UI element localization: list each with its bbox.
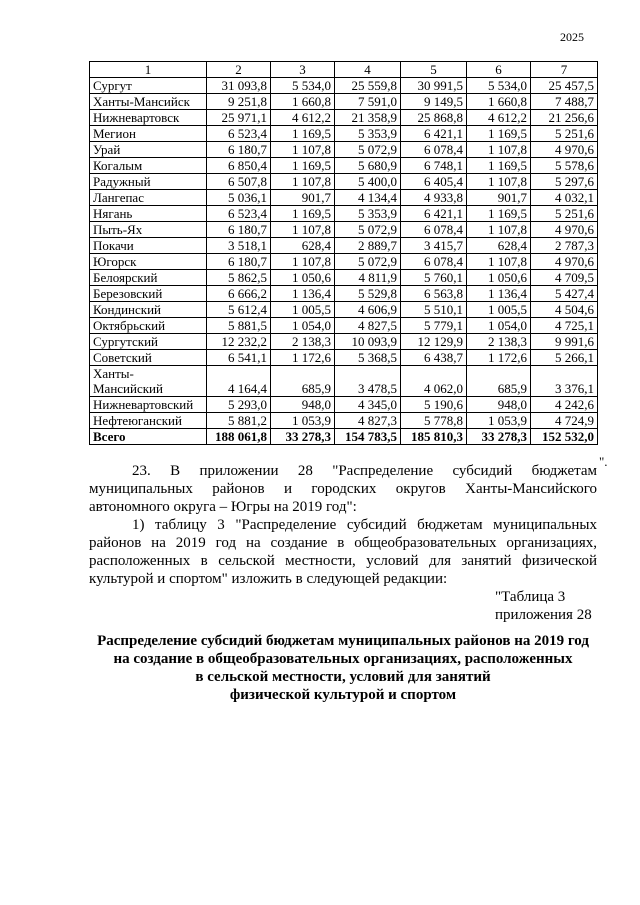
amount-cell: 4 933,8 — [401, 190, 467, 206]
table-ref-line-1: "Таблица 3 — [495, 589, 566, 605]
amount-cell: 9 149,5 — [401, 94, 467, 110]
amount-cell: 5 881,2 — [207, 413, 271, 429]
municipality-name-cell: Мегион — [90, 126, 207, 142]
amount-cell: 1 169,5 — [271, 126, 335, 142]
amount-cell: 6 421,1 — [401, 126, 467, 142]
amount-cell: 5 353,9 — [335, 206, 401, 222]
amount-cell: 1 107,8 — [271, 174, 335, 190]
page-number: 2025 — [560, 30, 584, 44]
table-row — [90, 222, 598, 238]
amount-cell: 1 107,8 — [467, 254, 531, 270]
amount-cell: 1 136,4 — [271, 286, 335, 302]
amount-cell: 5 036,1 — [207, 190, 271, 206]
amount-cell: 25 868,8 — [401, 110, 467, 126]
total-amount-cell: 33 278,3 — [271, 429, 335, 445]
total-row — [90, 429, 598, 445]
header-cell: 7 — [531, 62, 598, 78]
municipality-name-cell: Лангепас — [90, 190, 207, 206]
amount-cell: 1 107,8 — [271, 222, 335, 238]
amount-cell: 5 190,6 — [401, 397, 467, 413]
amount-cell: 31 093,8 — [207, 78, 271, 94]
amount-cell: 7 591,0 — [335, 94, 401, 110]
amount-cell: 1 050,6 — [467, 270, 531, 286]
amount-cell: 5 368,5 — [335, 350, 401, 366]
municipality-name-cell: Белоярский — [90, 270, 207, 286]
amount-cell: 12 232,2 — [207, 334, 271, 350]
amount-cell: 5 881,5 — [207, 318, 271, 334]
amount-cell: 5 293,0 — [207, 397, 271, 413]
amount-cell: 25 971,1 — [207, 110, 271, 126]
amount-cell: 6 438,7 — [401, 350, 467, 366]
table-row — [90, 286, 598, 302]
amount-cell: 4 827,3 — [335, 413, 401, 429]
amount-cell: 3 518,1 — [207, 238, 271, 254]
amount-cell: 5 251,6 — [531, 206, 598, 222]
amount-cell: 10 093,9 — [335, 334, 401, 350]
municipality-name-cell: Урай — [90, 142, 207, 158]
amount-cell: 4 970,6 — [531, 142, 598, 158]
table-row — [90, 126, 598, 142]
amount-cell: 1 053,9 — [271, 413, 335, 429]
amount-cell: 1 169,5 — [467, 206, 531, 222]
amount-cell: 4 606,9 — [335, 302, 401, 318]
amount-cell: 2 889,7 — [335, 238, 401, 254]
amount-cell: 4 827,5 — [335, 318, 401, 334]
amount-cell: 1 172,6 — [271, 350, 335, 366]
header-cell: 6 — [467, 62, 531, 78]
table-row — [90, 254, 598, 270]
amount-cell: 901,7 — [467, 190, 531, 206]
amount-cell: 6 078,4 — [401, 254, 467, 270]
amount-cell: 1 005,5 — [271, 302, 335, 318]
amount-cell: 6 523,4 — [207, 206, 271, 222]
amount-cell: 901,7 — [271, 190, 335, 206]
table-row — [90, 334, 598, 350]
table-row — [90, 302, 598, 318]
amount-cell: 1 053,9 — [467, 413, 531, 429]
heading-line-4: физической культурой и спортом — [229, 687, 457, 703]
amount-cell: 4 242,6 — [531, 397, 598, 413]
amount-cell: 4 612,2 — [271, 110, 335, 126]
municipality-name-cell: Югорск — [90, 254, 207, 270]
amount-cell: 4 134,4 — [335, 190, 401, 206]
header-row — [90, 62, 598, 78]
amount-cell: 5 578,6 — [531, 158, 598, 174]
table-row — [90, 110, 598, 126]
amount-cell: 685,9 — [467, 366, 531, 397]
municipality-name-cell: Сургут — [90, 78, 207, 94]
amount-cell: 1 172,6 — [467, 350, 531, 366]
municipality-name-cell: Пыть-Ях — [90, 222, 207, 238]
amount-cell: 6 180,7 — [207, 222, 271, 238]
amount-cell: 30 991,5 — [401, 78, 467, 94]
amount-cell: 1 169,5 — [271, 158, 335, 174]
amount-cell: 1 054,0 — [467, 318, 531, 334]
municipality-name-cell: Сургутский — [90, 334, 207, 350]
municipality-name-cell: Нефтеюганский — [90, 413, 207, 429]
amount-cell: 6 180,7 — [207, 254, 271, 270]
municipality-name-cell: Когалым — [90, 158, 207, 174]
amount-cell: 4 724,9 — [531, 413, 598, 429]
amount-cell: 5 760,1 — [401, 270, 467, 286]
heading-line-2: на создание в общеобразовательных организациях, расположенных — [113, 651, 573, 667]
amount-cell: 4 970,6 — [531, 222, 598, 238]
header-cell: 5 — [401, 62, 467, 78]
heading-line-3: в сельской местности, условий для занятий — [195, 669, 491, 685]
table-row — [90, 174, 598, 190]
municipality-name-cell: Нижневартовск — [90, 110, 207, 126]
amount-cell: 9 251,8 — [207, 94, 271, 110]
amount-cell: 1 660,8 — [467, 94, 531, 110]
amount-cell: 6 666,2 — [207, 286, 271, 302]
municipality-name-cell: Ханты- Мансийский — [90, 366, 207, 397]
amount-cell: 5 400,0 — [335, 174, 401, 190]
amount-cell: 1 136,4 — [467, 286, 531, 302]
amount-cell: 4 032,1 — [531, 190, 598, 206]
table-row — [90, 206, 598, 222]
table-row — [90, 318, 598, 334]
municipality-name-cell: Советский — [90, 350, 207, 366]
amount-cell: 5 297,6 — [531, 174, 598, 190]
item-23-line-1: 23. В приложении 28 "Распределение субсидий бюджетам — [132, 463, 597, 479]
amount-cell: 25 457,5 — [531, 78, 598, 94]
table-row — [90, 397, 598, 413]
amount-cell: 3 376,1 — [531, 366, 598, 397]
section-heading — [89, 632, 597, 704]
amount-cell: 1 107,8 — [467, 174, 531, 190]
amount-cell: 628,4 — [467, 238, 531, 254]
amount-cell: 4 725,1 — [531, 318, 598, 334]
amount-cell: 5 510,1 — [401, 302, 467, 318]
total-amount-cell: 152 532,0 — [531, 429, 598, 445]
amount-cell: 6 563,8 — [401, 286, 467, 302]
amount-cell: 5 266,1 — [531, 350, 598, 366]
amount-cell: 948,0 — [271, 397, 335, 413]
amount-cell: 2 138,3 — [271, 334, 335, 350]
amount-cell: 5 353,9 — [335, 126, 401, 142]
subitem-1-line-4: культурой и спортом" изложить в следующей редакции: — [89, 571, 448, 587]
subsidy-table — [89, 61, 598, 445]
table-ref-line-2: приложения 28 — [495, 607, 592, 623]
total-amount-cell: 185 810,3 — [401, 429, 467, 445]
table-row — [90, 78, 598, 94]
amount-cell: 12 129,9 — [401, 334, 467, 350]
header-cell: 2 — [207, 62, 271, 78]
header-cell: 3 — [271, 62, 335, 78]
amount-cell: 4 709,5 — [531, 270, 598, 286]
item-23-line-2: муниципальных районов и городских округов Ханты-Мансийского — [89, 481, 597, 497]
amount-cell: 1 054,0 — [271, 318, 335, 334]
amount-cell: 6 421,1 — [401, 206, 467, 222]
amount-cell: 6 180,7 — [207, 142, 271, 158]
municipality-name-cell: Покачи — [90, 238, 207, 254]
amount-cell: 21 256,6 — [531, 110, 598, 126]
amount-cell: 21 358,9 — [335, 110, 401, 126]
amount-cell: 1 107,8 — [271, 142, 335, 158]
heading-line-1: Распределение субсидий бюджетам муниципальных районов на 2019 год — [97, 633, 589, 649]
amount-cell: 6 078,4 — [401, 142, 467, 158]
amount-cell: 3 415,7 — [401, 238, 467, 254]
table-row — [90, 238, 598, 254]
amount-cell: 1 169,5 — [467, 158, 531, 174]
table-row — [90, 366, 598, 397]
total-amount-cell: 188 061,8 — [207, 429, 271, 445]
amount-cell: 4 062,0 — [401, 366, 467, 397]
table-row — [90, 142, 598, 158]
amount-cell: 5 534,0 — [271, 78, 335, 94]
amount-cell: 1 107,8 — [467, 142, 531, 158]
amount-cell: 5 779,1 — [401, 318, 467, 334]
amount-cell: 6 523,4 — [207, 126, 271, 142]
table-row — [90, 94, 598, 110]
header-cell: 4 — [335, 62, 401, 78]
municipality-name-cell: Березовский — [90, 286, 207, 302]
amount-cell: 6 405,4 — [401, 174, 467, 190]
municipality-name-cell: Радужный — [90, 174, 207, 190]
municipality-name-cell: Нижневартовский — [90, 397, 207, 413]
amount-cell: 5 612,4 — [207, 302, 271, 318]
amount-cell: 5 680,9 — [335, 158, 401, 174]
amount-cell: 5 427,4 — [531, 286, 598, 302]
subitem-1-line-1: 1) таблицу 3 "Распределение субсидий бюджетам муниципальных — [132, 517, 597, 533]
amount-cell: 9 991,6 — [531, 334, 598, 350]
amount-cell: 5 072,9 — [335, 222, 401, 238]
municipality-name-cell: Ханты-Мансийск — [90, 94, 207, 110]
header-cell: 1 — [90, 62, 207, 78]
amount-cell: 5 529,8 — [335, 286, 401, 302]
amount-cell: 5 534,0 — [467, 78, 531, 94]
subitem-1-line-3: расположенных в сельской местности, условий для занятий физической — [89, 553, 597, 569]
table-closing-quote: ". — [599, 454, 608, 469]
amount-cell: 4 345,0 — [335, 397, 401, 413]
table-row — [90, 190, 598, 206]
amount-cell: 6 541,1 — [207, 350, 271, 366]
amount-cell: 25 559,8 — [335, 78, 401, 94]
amount-cell: 5 778,8 — [401, 413, 467, 429]
amount-cell: 5 072,9 — [335, 254, 401, 270]
amount-cell: 1 107,8 — [271, 254, 335, 270]
amount-cell: 1 005,5 — [467, 302, 531, 318]
table-body — [90, 78, 598, 445]
amount-cell: 2 787,3 — [531, 238, 598, 254]
amount-cell: 1 107,8 — [467, 222, 531, 238]
amount-cell: 4 612,2 — [467, 110, 531, 126]
amount-cell: 5 072,9 — [335, 142, 401, 158]
amount-cell: 2 138,3 — [467, 334, 531, 350]
amount-cell: 628,4 — [271, 238, 335, 254]
amount-cell: 1 050,6 — [271, 270, 335, 286]
municipality-name-cell: Кондинский — [90, 302, 207, 318]
amount-cell: 1 169,5 — [467, 126, 531, 142]
amount-cell: 685,9 — [271, 366, 335, 397]
municipality-name-cell: Октябрьский — [90, 318, 207, 334]
amount-cell: 948,0 — [467, 397, 531, 413]
table-row — [90, 413, 598, 429]
table-row — [90, 158, 598, 174]
table-row — [90, 350, 598, 366]
amount-cell: 4 811,9 — [335, 270, 401, 286]
amount-cell: 4 970,6 — [531, 254, 598, 270]
total-amount-cell: 33 278,3 — [467, 429, 531, 445]
table-row — [90, 270, 598, 286]
item-23-line-3: автономного округа – Югры на 2019 год": — [89, 499, 357, 515]
amount-cell: 5 251,6 — [531, 126, 598, 142]
amount-cell: 4 164,4 — [207, 366, 271, 397]
municipality-name-cell: Нягань — [90, 206, 207, 222]
amount-cell: 7 488,7 — [531, 94, 598, 110]
amount-cell: 6 507,8 — [207, 174, 271, 190]
amount-cell: 1 660,8 — [271, 94, 335, 110]
amount-cell: 6 850,4 — [207, 158, 271, 174]
total-amount-cell: 154 783,5 — [335, 429, 401, 445]
amount-cell: 4 504,6 — [531, 302, 598, 318]
subitem-1-line-2: районов на 2019 год на создание в общеобразовательных организациях, — [89, 535, 597, 551]
total-label-cell: Всего — [90, 429, 207, 445]
amount-cell: 3 478,5 — [335, 366, 401, 397]
amount-cell: 6 078,4 — [401, 222, 467, 238]
amount-cell: 1 169,5 — [271, 206, 335, 222]
amount-cell: 6 748,1 — [401, 158, 467, 174]
amount-cell: 5 862,5 — [207, 270, 271, 286]
